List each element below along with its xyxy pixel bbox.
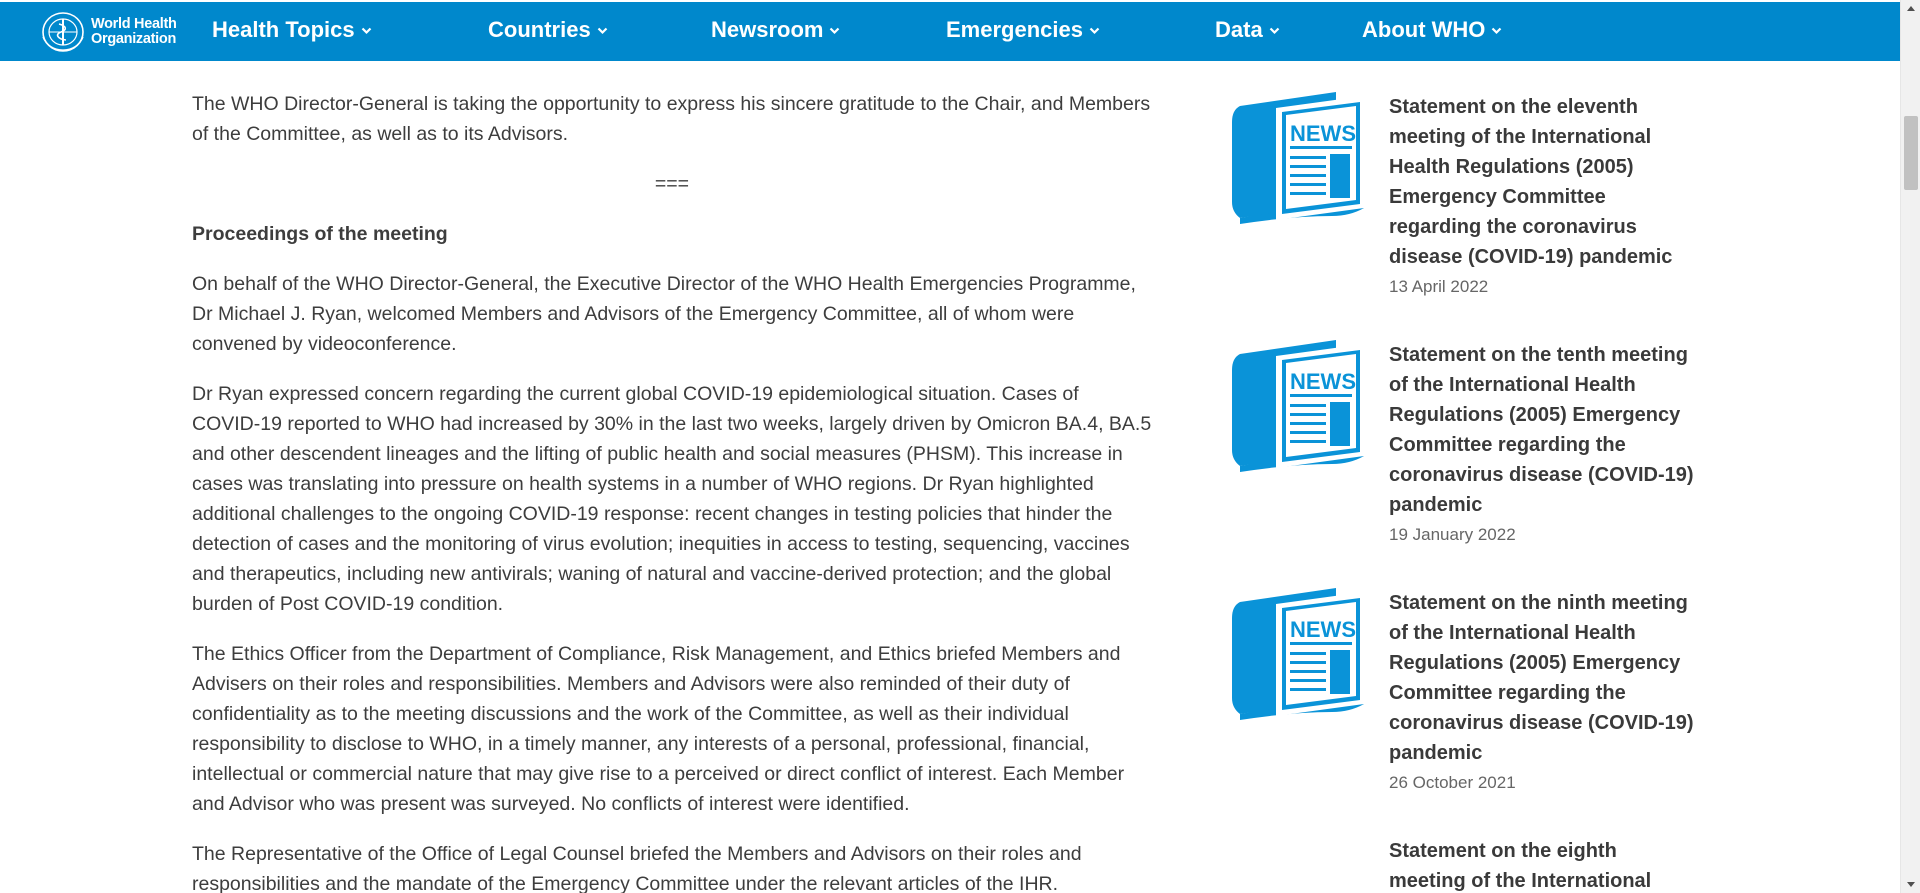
nav-about-who[interactable] <box>1362 17 1502 43</box>
brand-text <box>91 17 177 47</box>
chevron-down-icon <box>829 25 840 36</box>
page-scrollbar[interactable] <box>1900 0 1920 893</box>
nav-emergencies[interactable] <box>946 17 1100 43</box>
article-paragraph: The Ethics Officer from the Department of Compliance, Risk Management, and Ethics briefed Members and Advisers on their roles and responsibilities. Members and Advisors were also reminded of their duty of confidentiality as to the meeting discussions and the work of the Committee, as well as their individual responsibility to disclose to WHO, in a timely manner, any interests of a personal, professional, financial, intellectual or commercial nature that may give rise to a perceived or direct conflict of interest. Each Member and Advisor who was present was surveyed. No conflicts of interest were identified. <box>192 643 1125 815</box>
related-statement-text <box>1389 340 1699 545</box>
svg-text:NEWS: NEWS <box>1290 617 1356 642</box>
related-statement-card[interactable] <box>1232 836 1712 893</box>
nav-emergencies-label: Emergencies <box>946 17 1083 42</box>
related-statement-title[interactable]: Statement on the eleventh meeting of the International Health Regulations (2005) Emergency Committee regarding the coronavirus disease (COVID-19) pandemic <box>1389 96 1673 268</box>
nav-countries-label: Countries <box>488 17 591 42</box>
related-statement-title[interactable]: Statement on the ninth meeting of the International Health Regulations (2005) Emergency Committee regarding the coronavirus disease (COVID-19) pandemic <box>1389 592 1694 764</box>
article-body <box>192 61 1152 893</box>
brand-line-1: World Health <box>91 16 177 32</box>
chevron-down-icon <box>1089 25 1100 36</box>
nav-newsroom[interactable] <box>711 17 840 43</box>
top-navigation-bar <box>0 2 1900 61</box>
scroll-down-arrow-icon[interactable] <box>1907 882 1915 887</box>
chevron-down-icon <box>361 25 372 36</box>
related-statement-date: 19 January 2022 <box>1389 525 1516 544</box>
article-paragraph: The WHO Director-General is taking the opportunity to express his sincere gratitude to the Chair, and Members of the Committee, as well as to its Advisors. <box>192 93 1151 145</box>
nav-health-topics[interactable] <box>212 17 372 43</box>
who-emblem-icon <box>40 11 86 53</box>
related-statement-text <box>1389 92 1699 297</box>
chevron-down-icon <box>597 25 608 36</box>
related-statement-title[interactable]: Statement on the tenth meeting of the International Health Regulations (2005) Emergency Committee regarding the coronavirus disease (COVID-19) pandemic <box>1389 344 1694 516</box>
related-statement-date: 13 April 2022 <box>1389 277 1489 296</box>
article-paragraph: The Representative of the Office of Legal Counsel briefed the Members and Advisors on their roles and responsibilities and the mandate of the Emergency Committee under the relevant articles of the IHR. <box>192 843 1082 893</box>
nav-data-label: Data <box>1215 17 1263 42</box>
scroll-up-arrow-icon[interactable] <box>1907 6 1915 11</box>
brand-line-2: Organization <box>91 31 177 47</box>
related-statement-title[interactable]: Statement on the eighth meeting of the International <box>1389 840 1652 892</box>
chevron-down-icon <box>1269 25 1280 36</box>
newspaper-icon <box>1232 340 1370 472</box>
related-statement-text <box>1389 588 1699 793</box>
nav-countries[interactable] <box>488 17 608 43</box>
who-logo[interactable] <box>40 11 177 53</box>
svg-text:NEWS: NEWS <box>1290 121 1356 146</box>
article-separator: === <box>654 173 690 195</box>
nav-health-topics-label: Health Topics <box>212 17 355 42</box>
chevron-down-icon <box>1491 25 1502 36</box>
scrollbar-thumb[interactable] <box>1904 116 1918 190</box>
svg-text:NEWS: NEWS <box>1290 369 1356 394</box>
related-statement-date: 26 October 2021 <box>1389 773 1516 792</box>
newspaper-icon <box>1232 92 1370 224</box>
related-statement-text <box>1389 836 1699 893</box>
article-paragraph: Dr Ryan expressed concern regarding the current global COVID-19 epidemiological situation. Cases of COVID-19 reported to WHO had increased by 30% in the last two weeks, largely driven by Omicron BA.4, BA.5 and other descendent lineages and the lifting of public health and social measures (PHSM). This increase in cases was translating into pressure on health systems in a number of WHO regions. Dr Ryan highlighted additional challenges to the ongoing COVID-19 response: recent changes in testing policies that hinder the detection of cases and the monitoring of virus evolution; inequities in access to testing, sequencing, vaccines and therapeutics, including new antivirals; waning of natural and vaccine-derived protection; and the global burden of Post COVID-19 condition. <box>192 383 1152 615</box>
nav-data[interactable] <box>1215 17 1280 43</box>
nav-newsroom-label: Newsroom <box>711 17 824 42</box>
newspaper-icon <box>1232 588 1370 720</box>
section-heading: Proceedings of the meeting <box>192 223 448 245</box>
nav-about-who-label: About WHO <box>1362 17 1486 42</box>
article-paragraph: On behalf of the WHO Director-General, the Executive Director of the WHO Health Emergencies Programme, Dr Michael J. Ryan, welcomed Members and Advisors of the Emergency Committee, all of whom were convened by videoconference. <box>192 273 1136 355</box>
